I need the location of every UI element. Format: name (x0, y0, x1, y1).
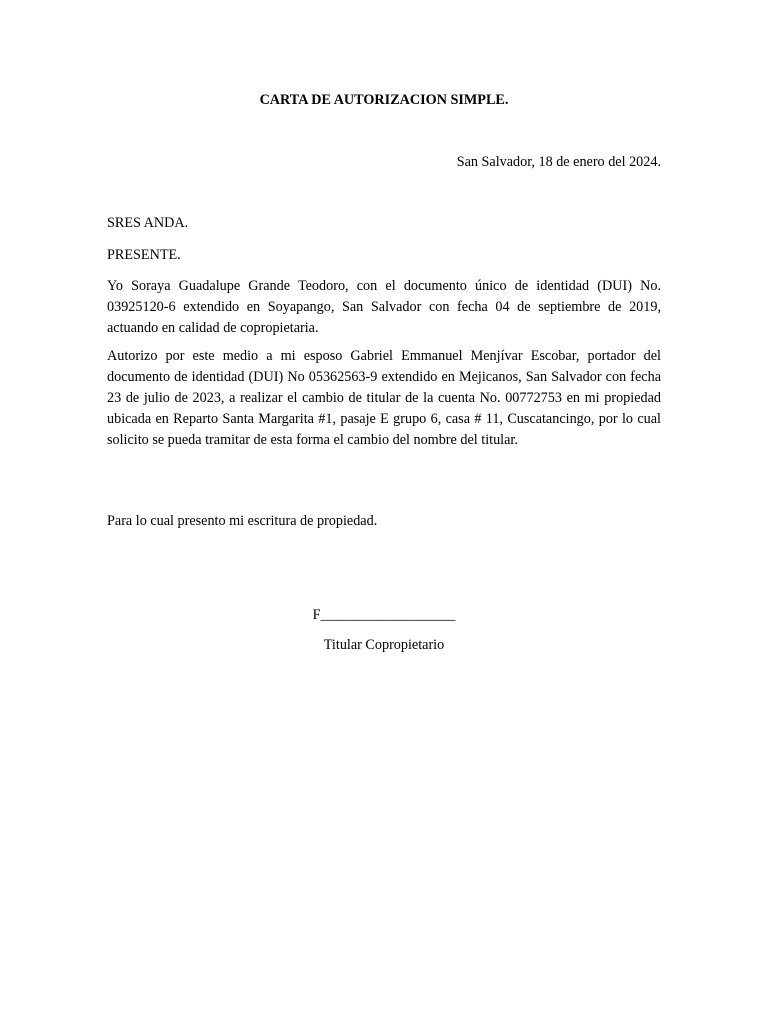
date-line: San Salvador, 18 de enero del 2024. (456, 154, 661, 170)
presente-line: PRESENTE. (107, 247, 181, 263)
signature-role: Titular Copropietario (323, 637, 445, 653)
paragraph-identification: Yo Soraya Guadalupe Grande Teodoro, con el documento único de identidad (DUI) No. 03925120-6 extendido en Soyapango, San Salvador con fecha 04 de septiembre de 2019, actuando en calidad de copropietaria. (107, 278, 661, 336)
addressee: SRES ANDA. (107, 215, 189, 231)
document-title: CARTA DE AUTORIZACION SIMPLE. (259, 92, 509, 108)
closing-line: Para lo cual presento mi escritura de propiedad. (107, 513, 378, 529)
paragraph-authorization: Autorizo por este medio a mi esposo Gabriel Emmanuel Menjívar Escobar, portador del documento de identidad (DUI) No 05362563-9 extendido en Mejicanos, San Salvador con fecha 23 de julio de 2023, a realizar el cambio de titular de la cuenta No. 00772753 en mi propiedad ubicada en Reparto Santa Margarita #1, pasaje E grupo 6, casa # 11, Cuscatancingo, por lo cual solicito se pueda tramitar de esta forma el cambio del nombre del titular. (107, 348, 661, 448)
signature-line: F___________________ (312, 607, 456, 623)
